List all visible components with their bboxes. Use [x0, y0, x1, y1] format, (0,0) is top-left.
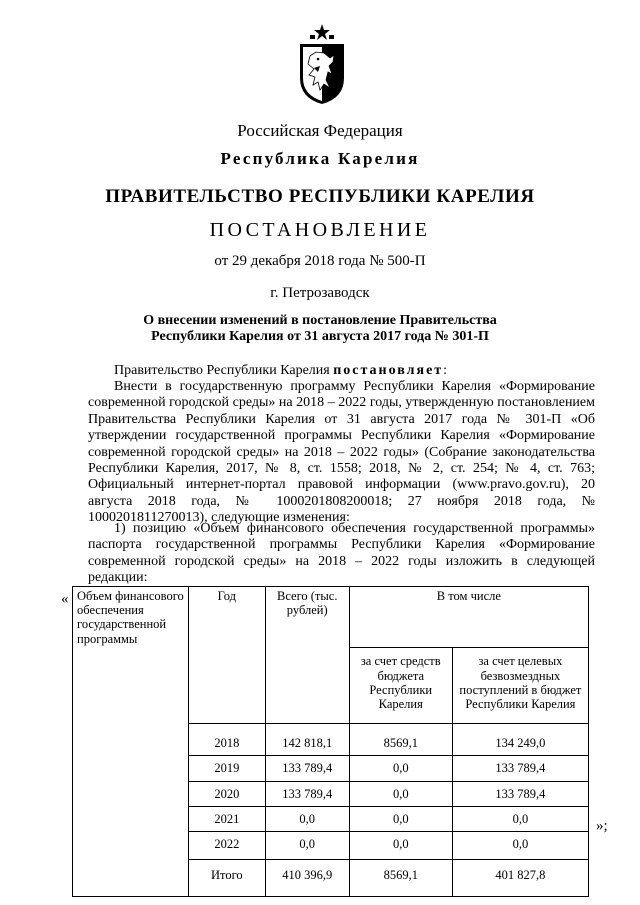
financing-label-cell: Объем финансового обеспечения государственной программы [73, 587, 189, 648]
table-total-row [73, 860, 589, 897]
intro-resolves: постановляет [333, 363, 444, 378]
row-target: 133 789,4 [452, 756, 588, 781]
label-spacer-cell [73, 724, 189, 756]
subject-line-2: Республики Карелия от 31 августа 2017 года № 301-П [151, 329, 489, 344]
row-total: 0,0 [265, 831, 349, 859]
row-year: 2020 [188, 781, 265, 806]
document-subject [0, 313, 640, 345]
table-open-quote: « [61, 591, 69, 607]
label-spacer-cell [73, 781, 189, 806]
table-row [73, 781, 589, 806]
row-budget: 0,0 [349, 781, 452, 806]
row-year: 2022 [188, 831, 265, 859]
table-close-quote: »; [596, 818, 608, 834]
row-budget: 0,0 [349, 806, 452, 831]
row-target: 0,0 [452, 831, 588, 859]
label-spacer-cell [73, 806, 189, 831]
financing-table [72, 586, 589, 897]
row-budget: 8569,1 [349, 724, 452, 756]
row-total: 133 789,4 [265, 781, 349, 806]
table-row [73, 831, 589, 859]
main-paragraph: Внести в государственную программу Республики Карелия «Формирование современной городской среды» на 2018 – 2022 годы, утвержденную постановлением Правительства Республики Карелия от 31 августа 2017 года № 301-П «Об утверждении государственной программы Республики Карелия «Формирование современной городской среды» на 2018 – 2022 годы» (Собрание законодательства Республики Карелия, 2017, № 8, ст. 1558; 2018, № 2, ст. 254; № 4, ст. 763; Официальный интернет-портал правовой информации (www.pravo.gov.ru), 20 августа 2018 года, № 1000201808200018; 27 ноября 2018 года, № 1000201811270013), следующие изменения: [88, 379, 595, 526]
government-heading: ПРАВИТЕЛЬСТВО РЕСПУБЛИКИ КАРЕЛИЯ [105, 186, 535, 207]
label-spacer-cell [73, 648, 189, 724]
row-year: 2019 [188, 756, 265, 781]
header-total: Всего (тыс. рублей) [265, 587, 349, 724]
row-total: 0,0 [265, 806, 349, 831]
header-target: за счет целевых безвозмездных поступлений в бюджет Республики Карелия [452, 648, 588, 724]
row-year: 2021 [188, 806, 265, 831]
row-budget: 0,0 [349, 756, 452, 781]
table-row [73, 806, 589, 831]
intro-line [88, 363, 595, 379]
total-budget: 8569,1 [349, 860, 452, 897]
table-row [73, 724, 589, 756]
row-target: 133 789,4 [452, 781, 588, 806]
intro-text: Правительство Республики Карелия [114, 363, 334, 378]
total-target: 401 827,8 [452, 860, 588, 897]
republic-heading: Республика Карелия [220, 149, 420, 168]
document-date: от 29 декабря 2018 года № 500-П [214, 253, 426, 269]
document-type-heading: ПОСТАНОВЛЕНИЕ [209, 219, 431, 241]
header-budget: за счет средств бюджета Республики Карелия [349, 648, 452, 724]
table-row [73, 756, 589, 781]
header-including: В том числе [349, 587, 588, 648]
subject-line-1: О внесении изменений в постановление Правительства [143, 313, 497, 328]
header-year: Год [188, 587, 265, 724]
row-target: 134 249,0 [452, 724, 588, 756]
document-city: г. Петрозаводск [270, 285, 370, 301]
row-target: 0,0 [452, 806, 588, 831]
label-spacer-cell [73, 756, 189, 781]
karelia-coat-of-arms-icon [296, 22, 348, 106]
row-budget: 0,0 [349, 831, 452, 859]
row-total: 133 789,4 [265, 756, 349, 781]
intro-colon: : [443, 363, 448, 378]
row-year: 2018 [188, 724, 265, 756]
label-spacer-cell [73, 831, 189, 859]
federation-heading: Российская Федерация [237, 121, 403, 140]
label-spacer-cell [73, 860, 189, 897]
total-sum: 410 396,9 [265, 860, 349, 897]
total-label: Итого [188, 860, 265, 897]
item-1-paragraph: 1) позицию «Объем финансового обеспечения государственной программы» паспорта государственной программы Республики Карелия «Формирование современной городской среды» на 2018 – 2022 годы изложить в следующей редакции: [88, 521, 595, 586]
table-header-row [73, 587, 589, 648]
row-total: 142 818,1 [265, 724, 349, 756]
